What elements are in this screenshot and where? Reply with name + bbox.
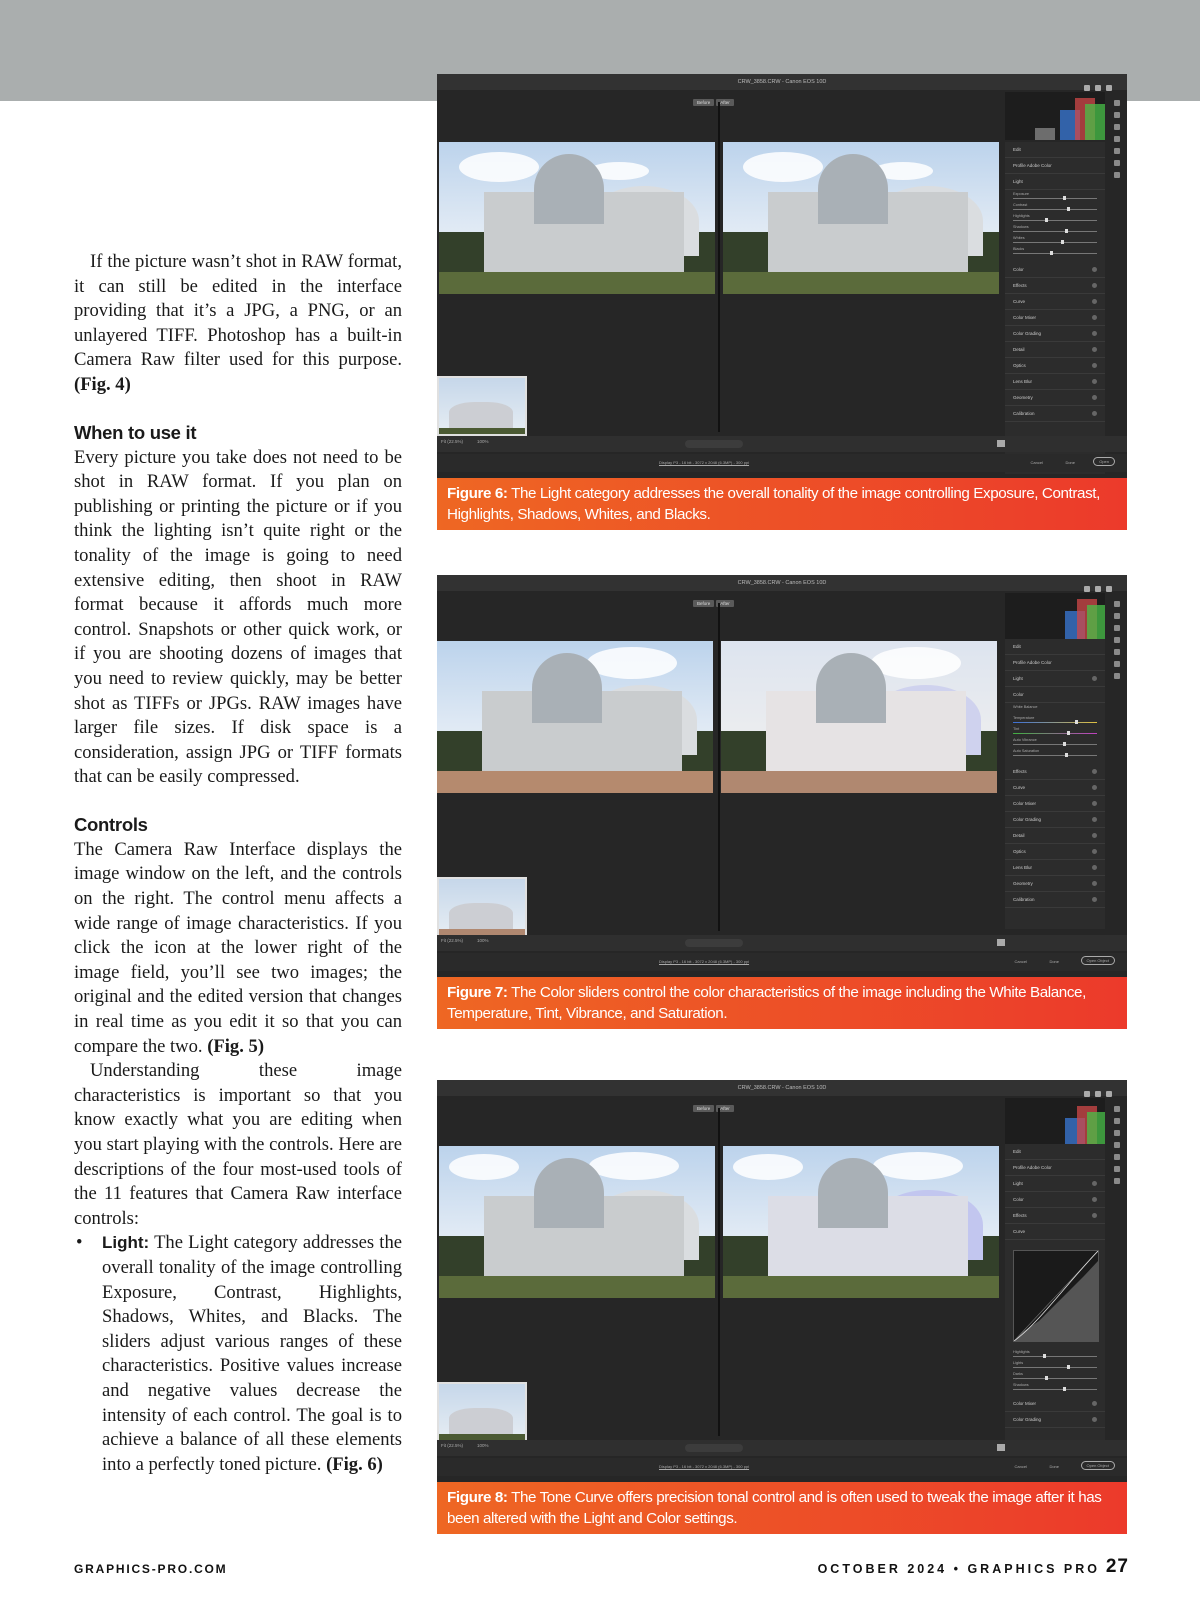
panel-lens-blur[interactable] <box>1005 860 1105 876</box>
before-button[interactable]: Before <box>693 99 714 106</box>
panel-label: Light <box>1013 1181 1023 1186</box>
panel-label: Detail <box>1013 833 1025 838</box>
fit-zoom[interactable]: Fit (22.5%) <box>441 439 464 444</box>
title-icons <box>1079 579 1119 587</box>
page-number: 27 <box>1105 1556 1129 1577</box>
after-image <box>723 1146 999 1298</box>
heal-icon[interactable] <box>1114 124 1120 130</box>
done-button[interactable]: Done <box>1049 959 1059 964</box>
after-image <box>721 641 997 793</box>
panel-label: Color Grading <box>1013 1417 1042 1422</box>
panel-label: Lens Blur <box>1013 379 1033 384</box>
gear-icon[interactable] <box>1095 586 1101 592</box>
slider-label: Blacks <box>1013 247 1025 251</box>
slider-highlights[interactable] <box>1005 1348 1105 1359</box>
tone-curve-area <box>1005 1240 1105 1348</box>
figure-6-caption <box>437 478 1127 530</box>
figure-reference: (Fig. 6) <box>326 1453 383 1475</box>
edit-icon[interactable] <box>1114 100 1120 106</box>
window-title: CRW_3858.CRW - Canon EOS 10D <box>437 1080 1127 1096</box>
paragraph-raw-formats <box>74 250 402 398</box>
bottom-toolbar <box>437 1440 1127 1456</box>
caption-text: The Tone Curve offers precision tonal control and is often used to tweak the image after it has been altered with the Light and Color settings. <box>447 1489 1102 1527</box>
before-image <box>439 1146 715 1298</box>
paragraph-controls <box>74 838 402 1059</box>
slider-label: Whites <box>1013 236 1025 240</box>
slider-tint[interactable] <box>1005 725 1105 736</box>
panel-label: Optics <box>1013 849 1026 854</box>
camera-raw-screenshot <box>437 1080 1127 1482</box>
zoom-100[interactable]: 100% <box>477 1443 489 1448</box>
after-button[interactable]: After <box>716 600 734 607</box>
slider-label: Tint <box>1013 727 1020 731</box>
rating-stars[interactable] <box>685 440 743 448</box>
slider-label: Shadows <box>1013 225 1029 229</box>
presets-icon[interactable] <box>1114 1166 1120 1172</box>
panel-color-mixer[interactable] <box>1005 796 1105 812</box>
tool-strip <box>1111 1100 1123 1190</box>
after-image <box>723 142 999 294</box>
title-icons <box>1079 78 1119 86</box>
figure-8-caption <box>437 1482 1127 1534</box>
panel-light[interactable] <box>1005 671 1105 687</box>
panel-label: Effects <box>1013 1213 1027 1218</box>
workflow-options-link[interactable]: Display P3 - 16 bit - 3072 x 2048 (6.3MP) - 300 ppi <box>659 959 750 964</box>
split-divider <box>718 1108 720 1436</box>
histogram <box>1005 92 1105 140</box>
panel-detail[interactable] <box>1005 342 1105 358</box>
panel-color[interactable] <box>1005 1192 1105 1208</box>
title-icons <box>1079 1084 1119 1092</box>
bullet-text: The Light category addresses the overall tonality of the image controlling Exposure, Contrast, Highlights, Shadows, Whites, and Blacks. The sliders adjust various ranges of these characteristics. Positive values increase and negative values decrease the intensity of each control. The goal is to achieve a balance of all these elements into a perfectly toned picture. <box>102 1232 402 1475</box>
cancel-button[interactable]: Cancel <box>1014 1464 1027 1469</box>
crop-icon[interactable] <box>1114 613 1120 619</box>
camera-raw-screenshot <box>437 74 1127 478</box>
bottom-toolbar <box>437 436 1127 452</box>
slider-highlights[interactable] <box>1005 212 1105 223</box>
after-button[interactable]: After <box>716 99 734 106</box>
panel-color-grading[interactable] <box>1005 1412 1105 1428</box>
mask-icon[interactable] <box>1114 1142 1120 1148</box>
slider-contrast[interactable] <box>1005 201 1105 212</box>
more-icon[interactable] <box>1114 673 1120 679</box>
panel-light[interactable] <box>1005 174 1105 190</box>
panel-label: Curve <box>1013 299 1026 304</box>
panel-effects[interactable] <box>1005 764 1105 780</box>
profile-row[interactable] <box>1005 655 1105 671</box>
edit-icon[interactable] <box>1114 1106 1120 1112</box>
redeye-icon[interactable] <box>1114 649 1120 655</box>
slider-saturation[interactable] <box>1005 747 1105 758</box>
panel-label: Color Grading <box>1013 331 1042 336</box>
panel-color-grading[interactable] <box>1005 812 1105 828</box>
presets-icon[interactable] <box>1114 661 1120 667</box>
figure-7 <box>437 575 1127 1029</box>
save-icon[interactable] <box>1084 1091 1090 1097</box>
panel-label: Color Mixer <box>1013 1401 1037 1406</box>
panel-label: Color <box>1013 1197 1024 1202</box>
crop-icon[interactable] <box>1114 1118 1120 1124</box>
panel-label: Color <box>1013 267 1024 272</box>
workflow-options-link[interactable]: Display P3 - 16 bit - 3072 x 2048 (6.3MP) - 300 ppi <box>659 460 750 465</box>
fit-zoom[interactable]: Fit (22.5%) <box>441 1443 464 1448</box>
panel-calibration[interactable] <box>1005 892 1105 908</box>
after-button[interactable]: After <box>716 1105 734 1112</box>
edit-label: Edit <box>1013 147 1021 152</box>
before-button[interactable]: Before <box>693 1105 714 1112</box>
paragraph-characteristics: Understanding these image characteristics is important so that you know exactly what you are editing when you start playing with the controls. Here are descriptions of the four most-used tools of the 11 features that Camera Raw interface controls: <box>74 1060 402 1229</box>
fullscreen-icon[interactable] <box>1106 85 1112 91</box>
profile-row[interactable] <box>1005 1160 1105 1176</box>
panel-label: Detail <box>1013 347 1025 352</box>
panel-label: Effects <box>1013 283 1027 288</box>
before-image <box>437 641 713 793</box>
slider-shadows[interactable] <box>1005 1381 1105 1392</box>
more-icon[interactable] <box>1114 172 1120 178</box>
compare-view-icon[interactable] <box>997 440 1005 447</box>
panel-label: Curve <box>1013 1229 1026 1234</box>
footer-site: GRAPHICS-PRO.COM <box>74 1562 228 1576</box>
before-after-toggle <box>693 91 736 109</box>
rating-stars[interactable] <box>685 1444 743 1452</box>
bullet-dot: • <box>76 1232 83 1254</box>
bullet-label: Light: <box>102 1233 150 1253</box>
crop-icon[interactable] <box>1114 112 1120 118</box>
slider-label: Exposure <box>1013 192 1030 196</box>
slider-label: Shadows <box>1013 1383 1029 1387</box>
fullscreen-icon[interactable] <box>1106 586 1112 592</box>
profile-label: Profile <box>1013 1165 1026 1170</box>
tool-strip <box>1111 595 1123 685</box>
caption-text: The Light category addresses the overall tonality of the image controlling Exposure, Contrast, Highlights, Shadows, Whites, and Blacks. <box>447 485 1100 523</box>
camera-raw-screenshot <box>437 575 1127 977</box>
slider-label: Highlights <box>1013 214 1030 218</box>
zoom-100[interactable]: 100% <box>477 439 489 444</box>
slider-label: Lights <box>1013 1361 1024 1365</box>
panel-effects[interactable] <box>1005 278 1105 294</box>
panel-calibration[interactable] <box>1005 406 1105 422</box>
rating-stars[interactable] <box>685 939 743 947</box>
presets-icon[interactable] <box>1114 160 1120 166</box>
compare-view-icon[interactable] <box>997 939 1005 946</box>
window-title: CRW_3858.CRW - Canon EOS 10D <box>437 575 1127 591</box>
figure-reference: (Fig. 4) <box>74 373 131 395</box>
edit-panel <box>1005 142 1105 474</box>
edit-header <box>1005 1144 1105 1160</box>
histogram <box>1005 1098 1105 1144</box>
open-object-button[interactable]: Open Object <box>1081 1461 1115 1470</box>
panel-color[interactable] <box>1005 687 1105 703</box>
filmstrip-thumbnail[interactable] <box>437 376 527 436</box>
panel-color[interactable] <box>1005 262 1105 278</box>
tone-curve-graph[interactable] <box>1013 1250 1099 1342</box>
profile-value: Adobe Color <box>1026 660 1052 665</box>
heading-controls: Controls <box>74 813 148 835</box>
panel-effects[interactable] <box>1005 1208 1105 1224</box>
panel-curve[interactable] <box>1005 780 1105 796</box>
caption-label: Figure 7: <box>447 984 508 1001</box>
save-icon[interactable] <box>1084 85 1090 91</box>
panel-geometry[interactable] <box>1005 876 1105 892</box>
panel-label: Calibration <box>1013 411 1035 416</box>
figure-8 <box>437 1080 1127 1534</box>
panel-optics[interactable] <box>1005 358 1105 374</box>
figure-7-caption <box>437 977 1127 1029</box>
slider-lights[interactable] <box>1005 1359 1105 1370</box>
heal-icon[interactable] <box>1114 1130 1120 1136</box>
edit-panel <box>1005 639 1105 929</box>
slider-label: Contrast <box>1013 203 1028 207</box>
panel-label: Geometry <box>1013 881 1033 886</box>
open-button[interactable]: Open <box>1093 457 1115 466</box>
slider-darks[interactable] <box>1005 1370 1105 1381</box>
panel-label: Curve <box>1013 785 1026 790</box>
slider-label: Auto Saturation <box>1013 749 1040 753</box>
panel-optics[interactable] <box>1005 844 1105 860</box>
panel-color-mixer[interactable] <box>1005 310 1105 326</box>
slider-label: White Balance <box>1013 705 1038 709</box>
caption-label: Figure 8: <box>447 1489 508 1506</box>
profile-value: Adobe Color <box>1026 163 1052 168</box>
before-after-toggle <box>693 1097 736 1115</box>
slider-label: Auto Vibrance <box>1013 738 1037 742</box>
fit-zoom[interactable]: Fit (22.5%) <box>441 938 464 943</box>
open-object-button[interactable]: Open Object <box>1081 956 1115 965</box>
slider-label: Highlights <box>1013 1350 1030 1354</box>
status-bar <box>437 454 1127 472</box>
more-icon[interactable] <box>1114 1178 1120 1184</box>
panel-color-mixer[interactable] <box>1005 1396 1105 1412</box>
heal-icon[interactable] <box>1114 625 1120 631</box>
panel-label: Color Mixer <box>1013 315 1037 320</box>
edit-icon[interactable] <box>1114 601 1120 607</box>
zoom-100[interactable]: 100% <box>477 938 489 943</box>
split-divider <box>718 603 720 931</box>
histogram <box>1005 593 1105 639</box>
mask-icon[interactable] <box>1114 136 1120 142</box>
slider-vibrance[interactable] <box>1005 736 1105 747</box>
panel-curve[interactable] <box>1005 294 1105 310</box>
slider-label: Darks <box>1013 1372 1023 1376</box>
paragraph-text: If the picture wasn’t shot in RAW format, it can still be edited in the interface providing that it’s a JPG, a PNG, or an unlayered TIFF. Photoshop has a built-in Camera Raw filter used for this purpose. <box>74 251 402 371</box>
before-image <box>439 142 715 294</box>
panel-label: Effects <box>1013 769 1027 774</box>
bottom-toolbar <box>437 935 1127 951</box>
paragraph-text: The Camera Raw Interface displays the image window on the left, and the controls on the right. The control menu affects a wide range of image characteristics. If you click the icon at the lower right of the image field, you’ll see two images; the original and the edited version that changes in real time as you edit it so that you can compare the two. <box>74 838 402 1057</box>
done-button[interactable]: Done <box>1049 1464 1059 1469</box>
bullet-light <box>74 1231 402 1477</box>
footer-issue: OCTOBER 2024 • GRAPHICS PRO <box>817 1562 1100 1576</box>
slider-exposure[interactable] <box>1005 190 1105 201</box>
edit-header <box>1005 639 1105 655</box>
filmstrip-thumbnail[interactable] <box>437 877 527 937</box>
before-after-toggle <box>693 592 736 610</box>
panel-label: Light <box>1013 676 1023 681</box>
panel-curve[interactable] <box>1005 1224 1105 1240</box>
panel-label: Calibration <box>1013 897 1035 902</box>
status-bar <box>437 953 1127 971</box>
panel-label: Geometry <box>1013 395 1033 400</box>
panel-label: Optics <box>1013 363 1026 368</box>
panel-label: Lens Blur <box>1013 865 1033 870</box>
caption-label: Figure 6: <box>447 485 508 502</box>
slider-temperature[interactable] <box>1005 714 1105 725</box>
figure-6 <box>437 74 1127 530</box>
slider-shadows[interactable] <box>1005 223 1105 234</box>
edit-header <box>1005 142 1105 158</box>
panel-label: Color Mixer <box>1013 801 1037 806</box>
redeye-icon[interactable] <box>1114 1154 1120 1160</box>
panel-color-grading[interactable] <box>1005 326 1105 342</box>
panel-label: Color Grading <box>1013 817 1042 822</box>
article-column <box>74 250 402 1477</box>
profile-row[interactable] <box>1005 158 1105 174</box>
white-balance-select[interactable] <box>1005 703 1105 714</box>
panel-lens-blur[interactable] <box>1005 374 1105 390</box>
gear-icon[interactable] <box>1095 1091 1101 1097</box>
panel-label: Color <box>1013 692 1024 697</box>
heading-when-to-use: When to use it <box>74 421 197 443</box>
profile-label: Profile <box>1013 163 1026 168</box>
edit-label: Edit <box>1013 1149 1021 1154</box>
slider-label: Temperature <box>1013 716 1035 720</box>
panel-light[interactable] <box>1005 1176 1105 1192</box>
status-bar <box>437 1458 1127 1476</box>
profile-label: Profile <box>1013 660 1026 665</box>
mask-icon[interactable] <box>1114 637 1120 643</box>
compare-view-icon[interactable] <box>997 1444 1005 1451</box>
profile-value: Adobe Color <box>1026 1165 1052 1170</box>
paragraph-when-to-use: Every picture you take does not need to be shot in RAW format. If you plan on publishing or printing the picture or if you think the lighting isn’t quite right or the tonality of the image is going to need extensive editing, then shoot in RAW format because it affords much more control. Snapshots or other quick work, or if you are shooting dozens of images that you need to review quickly, may be better shot as TIFFs or JPGs. RAW images have larger file sizes. If disk space is a consideration, assign JPG or TIFF formats that can be easily compressed. <box>74 446 402 788</box>
figure-reference: (Fig. 5) <box>207 1035 265 1057</box>
tool-strip <box>1111 94 1123 184</box>
panel-detail[interactable] <box>1005 828 1105 844</box>
cancel-button[interactable]: Cancel <box>1030 460 1043 465</box>
filmstrip-thumbnail[interactable] <box>437 1382 527 1442</box>
panel-geometry[interactable] <box>1005 390 1105 406</box>
gear-icon[interactable] <box>1095 85 1101 91</box>
workflow-options-link[interactable]: Display P3 - 16 bit - 3072 x 2048 (6.3MP) - 300 ppi <box>659 1464 750 1469</box>
slider-blacks[interactable] <box>1005 245 1105 256</box>
edit-label: Edit <box>1013 644 1021 649</box>
edit-panel <box>1005 1144 1105 1440</box>
done-button[interactable]: Done <box>1065 460 1075 465</box>
slider-whites[interactable] <box>1005 234 1105 245</box>
fullscreen-icon[interactable] <box>1106 1091 1112 1097</box>
save-icon[interactable] <box>1084 586 1090 592</box>
cancel-button[interactable]: Cancel <box>1014 959 1027 964</box>
caption-text: The Color sliders control the color characteristics of the image including the White Balance, Temperature, Tint, Vibrance, and Saturation. <box>447 984 1086 1022</box>
before-button[interactable]: Before <box>693 600 714 607</box>
window-title: CRW_3858.CRW - Canon EOS 10D <box>437 74 1127 90</box>
split-divider <box>718 102 720 432</box>
panel-label: Light <box>1013 179 1023 184</box>
redeye-icon[interactable] <box>1114 148 1120 154</box>
